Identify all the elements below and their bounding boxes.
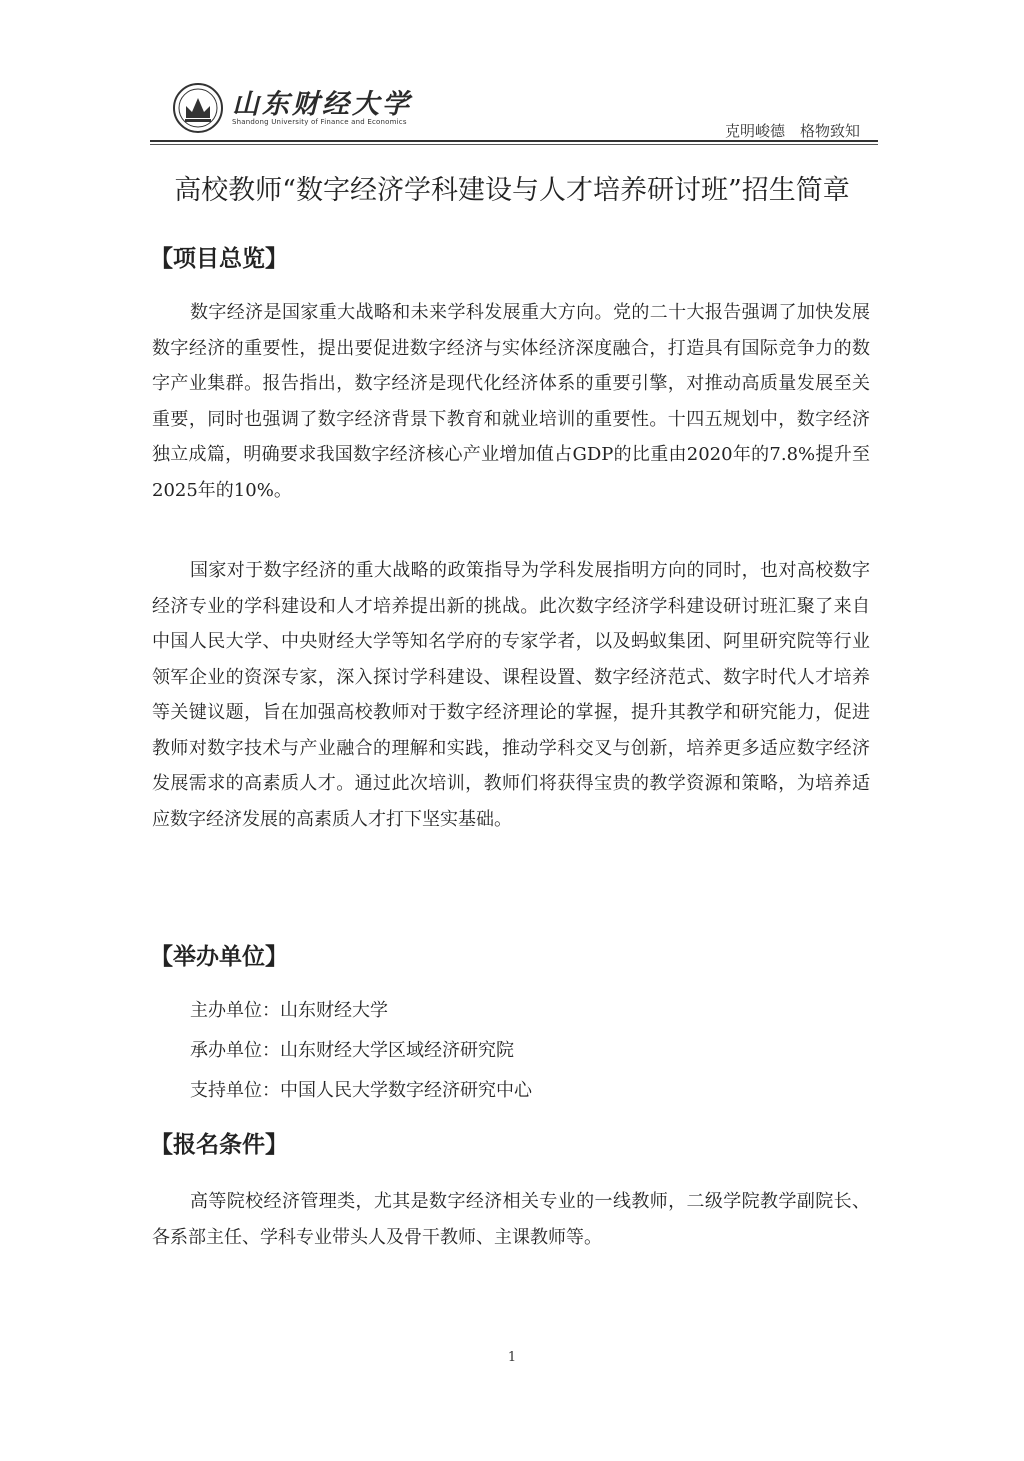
eligibility-paragraph: 高等院校经济管理类，尤其是数字经济相关专业的一线教师，二级学院教学副院长、各系部主任、学科专业带头人及骨干教师、主课教师等。: [152, 1191, 870, 1248]
section-heading-eligibility: 【报名条件】: [150, 1132, 288, 1158]
letterhead: [150, 74, 878, 148]
section-heading-organizers: 【举办单位】: [150, 944, 288, 970]
organizer-undertaker: 承办单位：山东财经大学区域经济研究院: [190, 1040, 514, 1061]
document-title: 高校教师“数字经济学科建设与人才培养研讨班”招生简章: [174, 175, 850, 206]
organizer-host: 主办单位：山东财经大学: [190, 1000, 388, 1021]
overview-paragraph-1: 数字经济是国家重大战略和未来学科发展重大方向。党的二十大报告强调了加快发展数字经济的重要性，提出要促进数字经济与实体经济深度融合，打造具有国际竞争力的数字产业集群。报告指出，数字经济是现代化经济体系的重要引擎，对推动高质量发展至关重要，同时也强调了数字经济背景下教育和就业培训的重要性。十四五规划中，数字经济独立成篇，明确要求我国数字经济核心产业增加值占GDP的比重由2020年的7.8%提升至2025年的10%。: [152, 302, 870, 501]
page-number: 1: [507, 1350, 517, 1365]
header-rule-thin: [150, 144, 878, 145]
header-rule-thick: [150, 140, 878, 142]
university-motto: 克明峻德 格物致知: [724, 122, 860, 140]
university-name-cn: 山东财经大学: [232, 89, 412, 120]
organizer-supporter: 支持单位：中国人民大学数字经济研究中心: [190, 1080, 532, 1101]
university-name-en: Shandong University of Finance and Economics: [232, 118, 407, 126]
overview-paragraph-2: 国家对于数字经济的重大战略的政策指导为学科发展指明方向的同时，也对高校数字经济专业的学科建设和人才培养提出新的挑战。此次数字经济学科建设研讨班汇聚了来自中国人民大学、中央财经大学等知名学府的专家学者，以及蚂蚁集团、阿里研究院等行业领军企业的资深专家，深入探讨学科建设、课程设置、数字经济范式、数字时代人才培养等关键议题，旨在加强高校教师对于数字经济理论的掌握，提升其教学和研究能力，促进教师对数字技术与产业融合的理解和实践，推动学科交叉与创新，培养更多适应数字经济发展需求的高素质人才。通过此次培训，教师们将获得宝贵的教学资源和策略，为培养适应数字经济发展的高素质人才打下坚实基础。: [152, 560, 870, 830]
section-heading-overview: 【项目总览】: [150, 246, 288, 272]
university-emblem-icon: [172, 82, 224, 134]
